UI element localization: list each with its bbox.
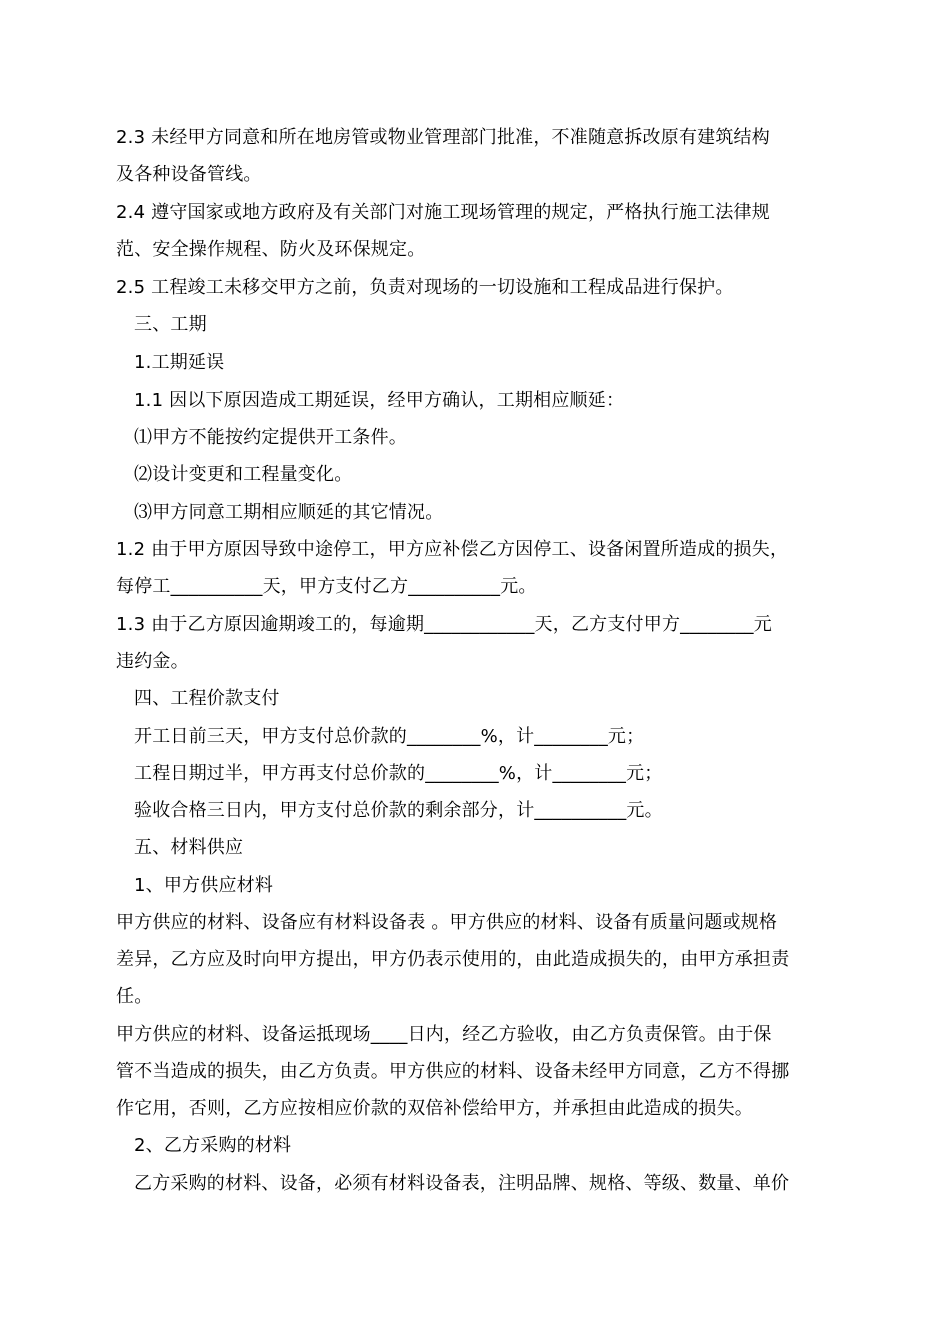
subsection-5-1-heading: 1、甲方供应材料 [134,875,274,896]
materials-para-2-line-2: 管不当造成的损失，由乙方负责。甲方供应的材料、设备未经甲方同意，乙方不得挪 [116,1061,790,1082]
materials-para-1-line-2: 差异，乙方应及时向甲方提出，甲方仍表示使用的，由此造成损失的，由甲方承担责 [116,949,790,970]
list-item-3: ⑶甲方同意工期相应顺延的其它情况。 [134,502,444,523]
section-4-heading: 四、工程价款支付 [134,688,280,709]
subsection-1-heading: 1.工期延误 [134,352,225,373]
materials-para-1-line-3: 任。 [116,986,153,1007]
clause-2-4-line-1: 2.4 遵守国家或地方政府及有关部门对施工现场管理的规定，严格执行施工法律规 [116,202,770,223]
clause-1-3-line-1: 1.3 由于乙方原因逾期竣工的，每逾期____________天，乙方支付甲方________元 [116,614,772,635]
payment-line-1: 开工日前三天，甲方支付总价款的________%，计________元； [134,726,645,747]
clause-2-3-line-1: 2.3 未经甲方同意和所在地房管或物业管理部门批准，不准随意拆改原有建筑结构 [116,127,770,148]
clause-1-1: 1.1 因以下原因造成工期延误，经甲方确认，工期相应顺延： [134,390,625,411]
payment-line-3: 验收合格三日内，甲方支付总价款的剩余部分，计__________元。 [134,800,663,821]
section-3-heading: 三、工期 [134,314,207,335]
materials-para-3-line-1: 乙方采购的材料、设备，必须有材料设备表，注明品牌、规格、等级、数量、单价 [134,1173,790,1194]
clause-2-3-line-2: 及各种设备管线。 [116,164,262,185]
section-5-heading: 五、材料供应 [134,837,244,858]
clause-2-4-line-2: 范、安全操作规程、防火及环保规定。 [116,239,426,260]
materials-para-2-line-3: 作它用，否则，乙方应按相应价款的双倍补偿给甲方，并承担由此造成的损失。 [116,1098,753,1119]
payment-line-2: 工程日期过半，甲方再支付总价款的________%，计________元； [134,763,663,784]
materials-para-2-line-1: 甲方供应的材料、设备运抵现场____日内，经乙方验收，由乙方负责保管。由于保 [116,1024,772,1045]
clause-1-3-line-2: 违约金。 [116,651,189,672]
subsection-5-2-heading: 2、乙方采购的材料 [134,1135,292,1156]
clause-2-5: 2.5 工程竣工未移交甲方之前，负责对现场的一切设施和工程成品进行保护。 [116,277,734,298]
list-item-1: ⑴甲方不能按约定提供开工条件。 [134,427,407,448]
materials-para-1-line-1: 甲方供应的材料、设备应有材料设备表 。甲方供应的材料、设备有质量问题或规格 [116,912,778,933]
clause-1-2-line-1: 1.2 由于甲方原因导致中途停工，甲方应补偿乙方因停工、设备闲置所造成的损失， [116,539,789,560]
list-item-2: ⑵设计变更和工程量变化。 [134,464,353,485]
clause-1-2-line-2: 每停工__________天，甲方支付乙方__________元。 [116,576,537,597]
